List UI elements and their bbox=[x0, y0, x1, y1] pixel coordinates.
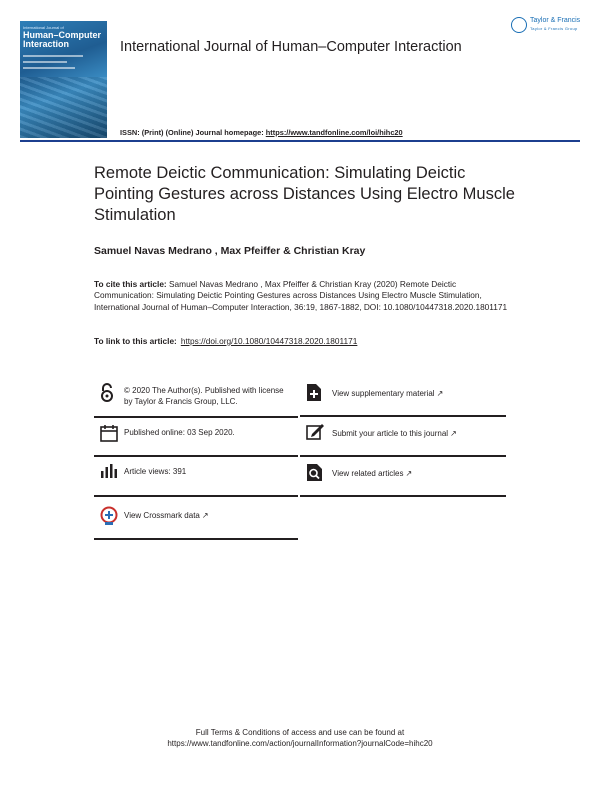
divider bbox=[300, 455, 506, 457]
divider bbox=[94, 538, 298, 540]
cover-line bbox=[23, 67, 75, 69]
issn-label: ISSN: (Print) (Online) Journal homepage: bbox=[120, 128, 264, 137]
license-item bbox=[100, 383, 300, 417]
publisher-logo-icon bbox=[511, 17, 527, 33]
cover-title: Human–Computer Interaction bbox=[23, 30, 102, 49]
open-access-lock-icon bbox=[100, 383, 120, 403]
external-link-icon: ↗ bbox=[201, 511, 209, 520]
related-articles-text[interactable]: View related articles ↗ bbox=[332, 469, 413, 478]
calendar-icon bbox=[100, 424, 120, 444]
journal-cover-image bbox=[20, 21, 107, 138]
supplementary-text[interactable]: View supplementary material ↗ bbox=[332, 389, 444, 398]
views-item bbox=[100, 463, 300, 483]
divider bbox=[300, 495, 506, 497]
cover-line bbox=[23, 61, 67, 63]
link-label: To link to this article: bbox=[94, 336, 177, 346]
divider bbox=[300, 415, 506, 417]
cover-wave-pattern bbox=[20, 77, 107, 138]
published-item bbox=[100, 424, 300, 444]
bar-chart-icon bbox=[100, 463, 120, 483]
supplementary-file-icon bbox=[306, 383, 326, 403]
footer-terms-link[interactable]: https://www.tandfonline.com/action/journalInformation?journalCode=hihc20 bbox=[167, 739, 433, 748]
article-authors: Samuel Navas Medrano , Max Pfeiffer & Christian Kray bbox=[94, 245, 366, 257]
published-date: Published online: 03 Sep 2020. bbox=[124, 428, 235, 437]
license-text: © 2020 The Author(s). Published with license by Taylor & Francis Group, LLC. bbox=[124, 386, 284, 406]
publisher-logo-tagline: Taylor & Francis Group bbox=[530, 26, 578, 31]
header-divider bbox=[20, 140, 580, 142]
crossmark-text[interactable]: View Crossmark data ↗ bbox=[124, 511, 209, 520]
publisher-logo[interactable] bbox=[511, 16, 583, 38]
divider bbox=[94, 416, 298, 418]
divider bbox=[94, 455, 298, 457]
views-text: Article views: 391 bbox=[124, 467, 187, 476]
cover-top-text: International Journal of bbox=[23, 25, 64, 30]
supplementary-link[interactable] bbox=[306, 383, 506, 403]
journal-homepage-link[interactable]: https://www.tandfonline.com/loi/hihc20 bbox=[265, 128, 403, 137]
footer-terms-text: Full Terms & Conditions of access and use can be found at bbox=[195, 728, 405, 737]
footer bbox=[0, 727, 600, 749]
issn-line bbox=[120, 128, 403, 137]
submit-text[interactable]: Submit your article to this journal ↗ bbox=[332, 429, 457, 438]
edit-pencil-icon bbox=[306, 423, 326, 443]
external-link-icon: ↗ bbox=[450, 429, 457, 438]
article-title: Remote Deictic Communication: Simulating Deictic Pointing Gestures across Distances Using Electro Muscle Stimulation bbox=[94, 164, 515, 224]
publisher-logo-name: Taylor & Francis bbox=[530, 17, 581, 24]
article-link-line bbox=[94, 336, 357, 346]
journal-title[interactable]: International Journal of Human–Computer Interaction bbox=[120, 39, 462, 55]
external-link-icon: ↗ bbox=[436, 389, 444, 398]
doi-link[interactable]: https://doi.org/10.1080/10447318.2020.1801171 bbox=[180, 336, 358, 346]
cover-line bbox=[23, 55, 83, 57]
related-articles-link[interactable] bbox=[306, 463, 506, 483]
crossmark-icon bbox=[100, 506, 120, 526]
external-link-icon: ↗ bbox=[405, 469, 413, 478]
divider bbox=[94, 495, 298, 497]
cite-text: Samuel Navas Medrano , Max Pfeiffer & Christian Kray (2020) Remote Deictic Communication: Simulating Deictic Pointing Gestures across Distances Using Electro Muscle Stimulation, International Journal of Human–Computer Interaction, 36:19, 1867-1882, DOI: 10.1080/10447318.2020.1801171 bbox=[94, 279, 508, 312]
crossmark-link[interactable] bbox=[100, 506, 300, 526]
search-document-icon bbox=[306, 463, 326, 483]
submit-link[interactable] bbox=[306, 423, 506, 443]
cite-label: To cite this article: bbox=[94, 279, 167, 289]
citation-block bbox=[94, 279, 514, 313]
